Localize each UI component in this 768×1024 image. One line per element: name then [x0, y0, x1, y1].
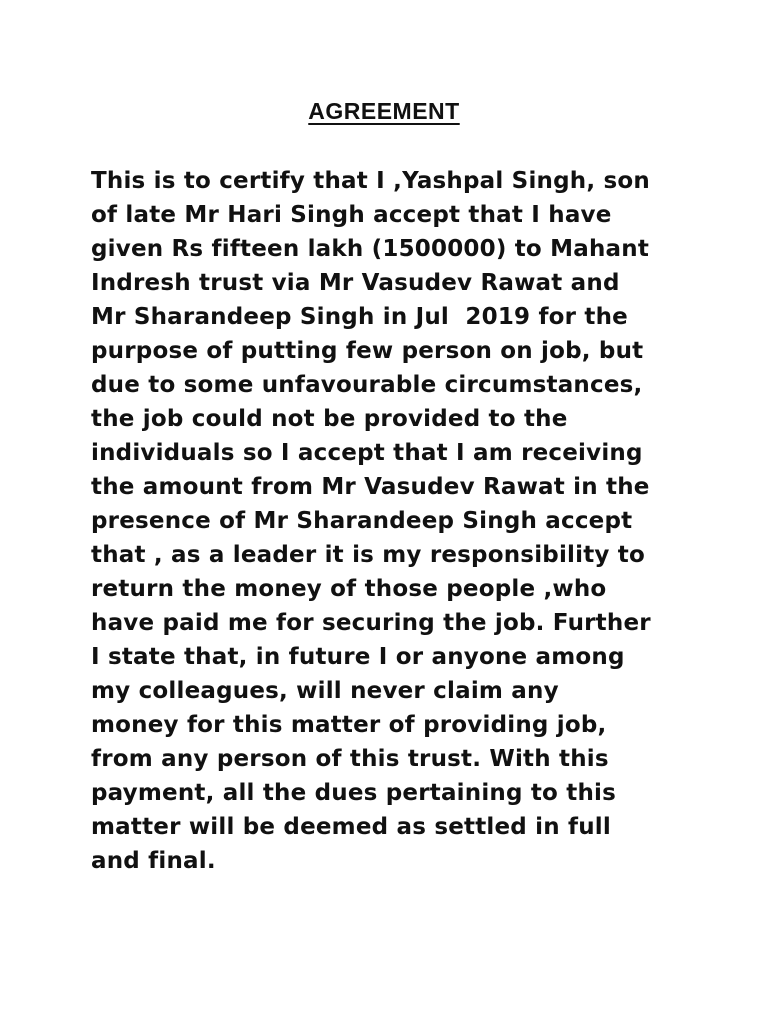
body-line: and final. — [91, 848, 216, 874]
body-line: my colleagues, will never claim any — [91, 678, 559, 704]
body-line: the amount from Mr Vasudev Rawat in the — [91, 474, 650, 500]
body-line: matter will be deemed as settled in full — [91, 814, 611, 840]
document-title: AGREEMENT — [308, 98, 460, 124]
body-line: Mr Sharandeep Singh in Jul 2019 for the — [91, 304, 628, 330]
body-line: This is to certify that I ,Yashpal Singh, son — [91, 168, 650, 194]
body-line: of late Mr Hari Singh accept that I have — [91, 202, 612, 228]
body-line: payment, all the dues pertaining to this — [91, 780, 617, 806]
body-line: presence of Mr Sharandeep Singh accept — [91, 508, 633, 534]
body-line: purpose of putting few person on job, but — [91, 338, 644, 364]
body-line: Indresh trust via Mr Vasudev Rawat and — [91, 270, 620, 296]
body-line: from any person of this trust. With this — [91, 746, 609, 772]
body-line: money for this matter of providing job, — [91, 712, 607, 738]
agreement-body — [91, 164, 701, 878]
body-line: individuals so I accept that I am receiving — [91, 440, 643, 466]
body-line: due to some unfavourable circumstances, — [91, 372, 643, 398]
body-line: I state that, in future I or anyone among — [91, 644, 625, 670]
body-line: that , as a leader it is my responsibility to — [91, 542, 645, 568]
body-line: given Rs fifteen lakh (1500000) to Mahant — [91, 236, 650, 262]
body-line: return the money of those people ,who — [91, 576, 607, 602]
body-line: have paid me for securing the job. Further — [91, 610, 651, 636]
body-line: the job could not be provided to the — [91, 406, 568, 432]
